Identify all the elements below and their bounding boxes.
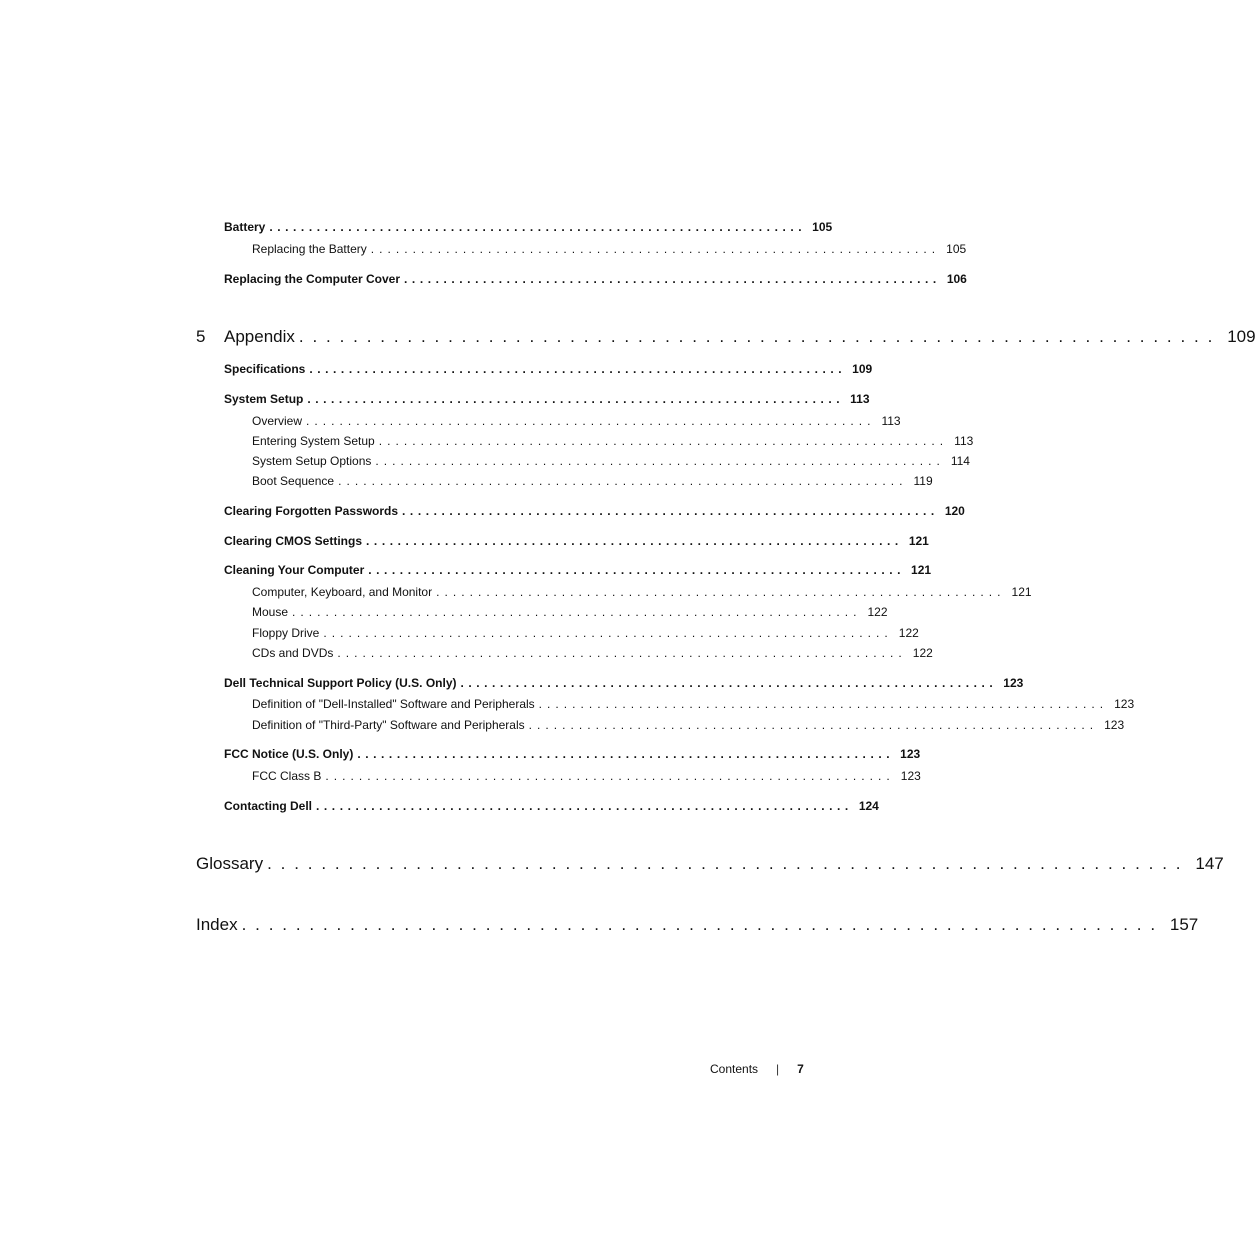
toc-entry-fcc-notice[interactable] <box>224 747 921 761</box>
dot-leader: .................................................................... <box>337 646 907 660</box>
dot-leader: .................................................................... <box>306 414 876 428</box>
dot-leader: .................................................................... <box>298 327 1222 346</box>
toc-entry-system-setup[interactable] <box>224 392 870 406</box>
toc-chapter-page: 157 <box>1169 915 1199 934</box>
toc-entry-title: Clearing CMOS Settings <box>224 534 363 548</box>
toc-entry-replacing-battery[interactable] <box>252 242 967 256</box>
dot-leader: .................................................................... <box>325 769 895 783</box>
toc-entry-replacing-computer-cover[interactable] <box>224 272 967 286</box>
toc-entry-system-setup-options[interactable] <box>252 454 970 468</box>
toc-entry-page: 121 <box>908 534 929 548</box>
toc-entry-title: Definition of "Third-Party" Software and Peripherals <box>252 718 525 732</box>
toc-entry-title: Replacing the Computer Cover <box>224 272 401 286</box>
toc-entry-page: 109 <box>852 362 873 376</box>
toc-chapter-title: Glossary <box>196 854 264 873</box>
toc-entry-page: 123 <box>900 769 921 783</box>
footer-section-label: Contents <box>710 1062 759 1076</box>
dot-leader: .................................................................... <box>366 534 903 548</box>
dot-leader: .................................................................... <box>307 392 845 406</box>
toc-entry-page: 123 <box>900 747 921 761</box>
toc-entry-title: Overview <box>252 414 303 428</box>
toc-entry-page: 122 <box>867 605 888 619</box>
toc-entry-title: Clearing Forgotten Passwords <box>224 504 399 518</box>
toc-entry-mouse[interactable] <box>252 605 888 619</box>
dot-leader: .................................................................... <box>538 697 1109 711</box>
toc-entry-page: 123 <box>1114 697 1135 711</box>
toc-entry-title: Battery <box>224 220 266 234</box>
dot-leader: .................................................................... <box>404 272 941 286</box>
toc-chapter-glossary[interactable] <box>196 854 1224 874</box>
toc-chapter-appendix[interactable] <box>196 327 1256 347</box>
toc-entry-page: 113 <box>954 434 974 448</box>
toc-entry-page: 105 <box>946 242 967 256</box>
toc-entry-battery[interactable] <box>224 220 833 234</box>
toc-entry-page: 113 <box>850 392 870 406</box>
toc-entry-title: Cleaning Your Computer <box>224 563 365 577</box>
dot-leader: .................................................................... <box>378 434 949 448</box>
dot-leader: .................................................................... <box>528 718 1099 732</box>
dot-leader: .................................................................... <box>292 605 862 619</box>
chapter-number: 5 <box>196 327 206 346</box>
toc-entry-contacting-dell[interactable] <box>224 799 879 813</box>
toc-entry-entering-system-setup[interactable] <box>252 434 974 448</box>
toc-entry-cleaning-your-computer[interactable] <box>224 563 932 577</box>
toc-entry-page: 114 <box>950 454 970 468</box>
toc-entry-page: 121 <box>911 563 932 577</box>
toc-entry-definition-dell-installed[interactable] <box>252 697 1135 711</box>
dot-leader: .................................................................... <box>402 504 939 518</box>
toc-entry-fcc-class-b[interactable] <box>252 769 921 783</box>
dot-leader: .................................................................... <box>370 242 941 256</box>
dot-leader: .................................................................... <box>436 585 1006 599</box>
toc-entry-definition-third-party[interactable] <box>252 718 1125 732</box>
dot-leader: .................................................................... <box>338 474 908 488</box>
toc-entry-page: 123 <box>1104 718 1125 732</box>
toc-entry-computer-keyboard-monitor[interactable] <box>252 585 1032 599</box>
toc-entry-title: Specifications <box>224 362 306 376</box>
toc-chapter-page: 147 <box>1195 854 1224 873</box>
dot-leader: .................................................................... <box>269 220 807 234</box>
toc-chapter-title <box>196 327 295 347</box>
toc-entry-clearing-cmos-settings[interactable] <box>224 534 929 548</box>
toc-entry-title: Mouse <box>252 605 289 619</box>
dot-leader: .................................................................... <box>323 626 893 640</box>
toc-entry-page: 122 <box>898 626 919 640</box>
toc-entry-title: Floppy Drive <box>252 626 320 640</box>
toc-chapter-index[interactable] <box>196 915 1199 935</box>
toc-entry-specifications[interactable] <box>224 362 873 376</box>
toc-entry-title: Contacting Dell <box>224 799 313 813</box>
toc-entry-page: 121 <box>1011 585 1032 599</box>
toc-entry-title: Replacing the Battery <box>252 242 367 256</box>
dot-leader: .................................................................... <box>357 747 895 761</box>
toc-entry-title: FCC Notice (U.S. Only) <box>224 747 354 761</box>
toc-entry-dell-technical-support-policy[interactable] <box>224 676 1024 690</box>
toc-entry-title: Entering System Setup <box>252 434 375 448</box>
dot-leader: .................................................................... <box>309 362 847 376</box>
dot-leader: .................................................................... <box>375 454 945 468</box>
toc-entry-title: Definition of "Dell-Installed" Software and Peripherals <box>252 697 535 711</box>
page-footer <box>700 1062 810 1076</box>
toc-entry-boot-sequence[interactable] <box>252 474 933 488</box>
toc-entry-title: Computer, Keyboard, and Monitor <box>252 585 433 599</box>
toc-entry-page: 105 <box>812 220 833 234</box>
toc-entry-page: 106 <box>946 272 967 286</box>
toc-entry-page: 113 <box>881 414 901 428</box>
toc-chapter-page: 109 <box>1227 327 1256 346</box>
dot-leader: .................................................................... <box>460 676 998 690</box>
dot-leader: .................................................................... <box>368 563 906 577</box>
toc-entry-title: CDs and DVDs <box>252 646 334 660</box>
chapter-title-text: Appendix <box>224 327 295 346</box>
toc-entry-overview[interactable] <box>252 414 901 428</box>
toc-entry-page: 123 <box>1003 676 1024 690</box>
toc-entry-title: FCC Class B <box>252 769 322 783</box>
toc-entry-clearing-forgotten-passwords[interactable] <box>224 504 965 518</box>
footer-separator: | <box>776 1062 780 1076</box>
toc-entry-page: 120 <box>944 504 965 518</box>
toc-entry-page: 119 <box>913 474 933 488</box>
toc-entry-page: 124 <box>858 799 879 813</box>
toc-entry-title: System Setup <box>224 392 304 406</box>
toc-chapter-title: Index <box>196 915 238 934</box>
dot-leader: .................................................................... <box>241 915 1164 934</box>
toc-entry-cds-and-dvds[interactable] <box>252 646 933 660</box>
toc-entry-title: System Setup Options <box>252 454 372 468</box>
footer-page-number: 7 <box>797 1062 804 1076</box>
toc-entry-title: Dell Technical Support Policy (U.S. Only) <box>224 676 457 690</box>
toc-entry-page: 122 <box>912 646 933 660</box>
dot-leader: .................................................................... <box>316 799 853 813</box>
toc-entry-title: Boot Sequence <box>252 474 335 488</box>
toc-entry-floppy-drive[interactable] <box>252 626 919 640</box>
dot-leader: .................................................................... <box>267 854 1190 873</box>
